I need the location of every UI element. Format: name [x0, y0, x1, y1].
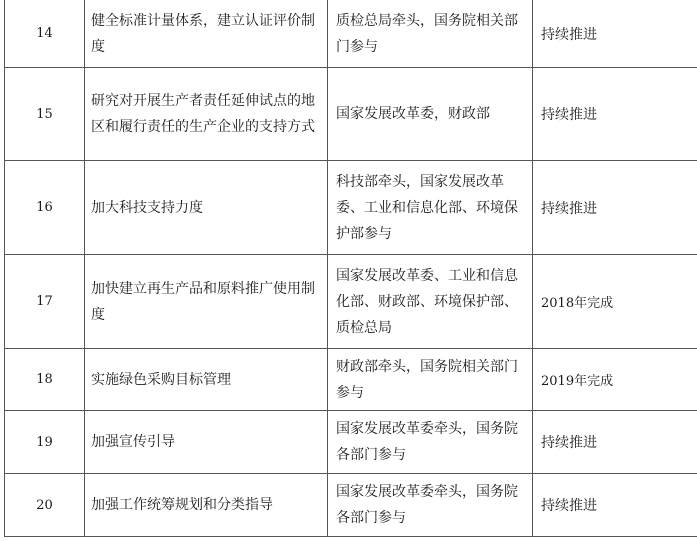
table-row: [5, 349, 697, 411]
task-table: [4, 0, 697, 537]
task-text: 加强宣传引导: [91, 434, 175, 450]
row-number: 20: [5, 474, 85, 537]
row-number: 17: [5, 255, 85, 349]
department-text: 国家发展改革委、工业和信息化部、财政部、环境保护部、质检总局: [336, 267, 518, 336]
task-text: 加大科技支持力度: [91, 199, 203, 216]
department-text: 科技部牵头，国家发展改革委、工业和信息化部、环境保护部参与: [336, 173, 518, 242]
table-row: [5, 255, 697, 349]
row-number: 18: [5, 349, 85, 411]
table-row: [5, 411, 697, 474]
timeline-cell: 持续推进: [533, 474, 697, 537]
department-cell: [328, 0, 533, 68]
task-cell: [85, 255, 328, 349]
task-text: 实施绿色采购目标管理: [91, 371, 231, 388]
row-number: 19: [5, 411, 85, 474]
table-row: [5, 474, 697, 537]
timeline-cell: 持续推进: [533, 68, 697, 161]
department-text: 国家发展改革委牵头，国务院各部门参与: [336, 484, 518, 526]
department-text: 财政部牵头，国务院相关部门参与: [336, 358, 518, 401]
timeline-cell: 2019年完成: [533, 349, 697, 411]
timeline-cell: 持续推进: [533, 161, 697, 255]
department-text: 国家发展改革委，财政部: [336, 106, 490, 122]
table-row: [5, 0, 697, 68]
task-cell: [85, 349, 328, 411]
table-row: [5, 68, 697, 161]
department-text: 质检总局牵头，国务院相关部门参与: [336, 12, 518, 55]
task-text: 研究对开展生产者责任延伸试点的地区和履行责任的生产企业的支持方式: [91, 93, 315, 135]
row-number: 16: [5, 161, 85, 255]
department-cell: [328, 411, 533, 474]
task-text: 加快建立再生产品和原料推广使用制度: [91, 280, 315, 323]
timeline-cell: 2018年完成: [533, 255, 697, 349]
department-cell: [328, 68, 533, 161]
timeline-cell: 持续推进: [533, 411, 697, 474]
row-number: 14: [5, 0, 85, 68]
task-cell: [85, 161, 328, 255]
department-cell: [328, 474, 533, 537]
row-number: 15: [5, 68, 85, 161]
table-row: [5, 161, 697, 255]
task-cell: [85, 0, 328, 68]
department-text: 国家发展改革委牵头，国务院各部门参与: [336, 421, 518, 463]
task-cell: [85, 474, 328, 537]
department-cell: [328, 161, 533, 255]
department-cell: [328, 255, 533, 349]
task-cell: [85, 68, 328, 161]
task-cell: [85, 411, 328, 474]
task-text: 加强工作统筹规划和分类指导: [91, 497, 273, 513]
timeline-cell: 持续推进: [533, 0, 697, 68]
task-text: 健全标准计量体系，建立认证评价制度: [91, 12, 315, 55]
department-cell: [328, 349, 533, 411]
